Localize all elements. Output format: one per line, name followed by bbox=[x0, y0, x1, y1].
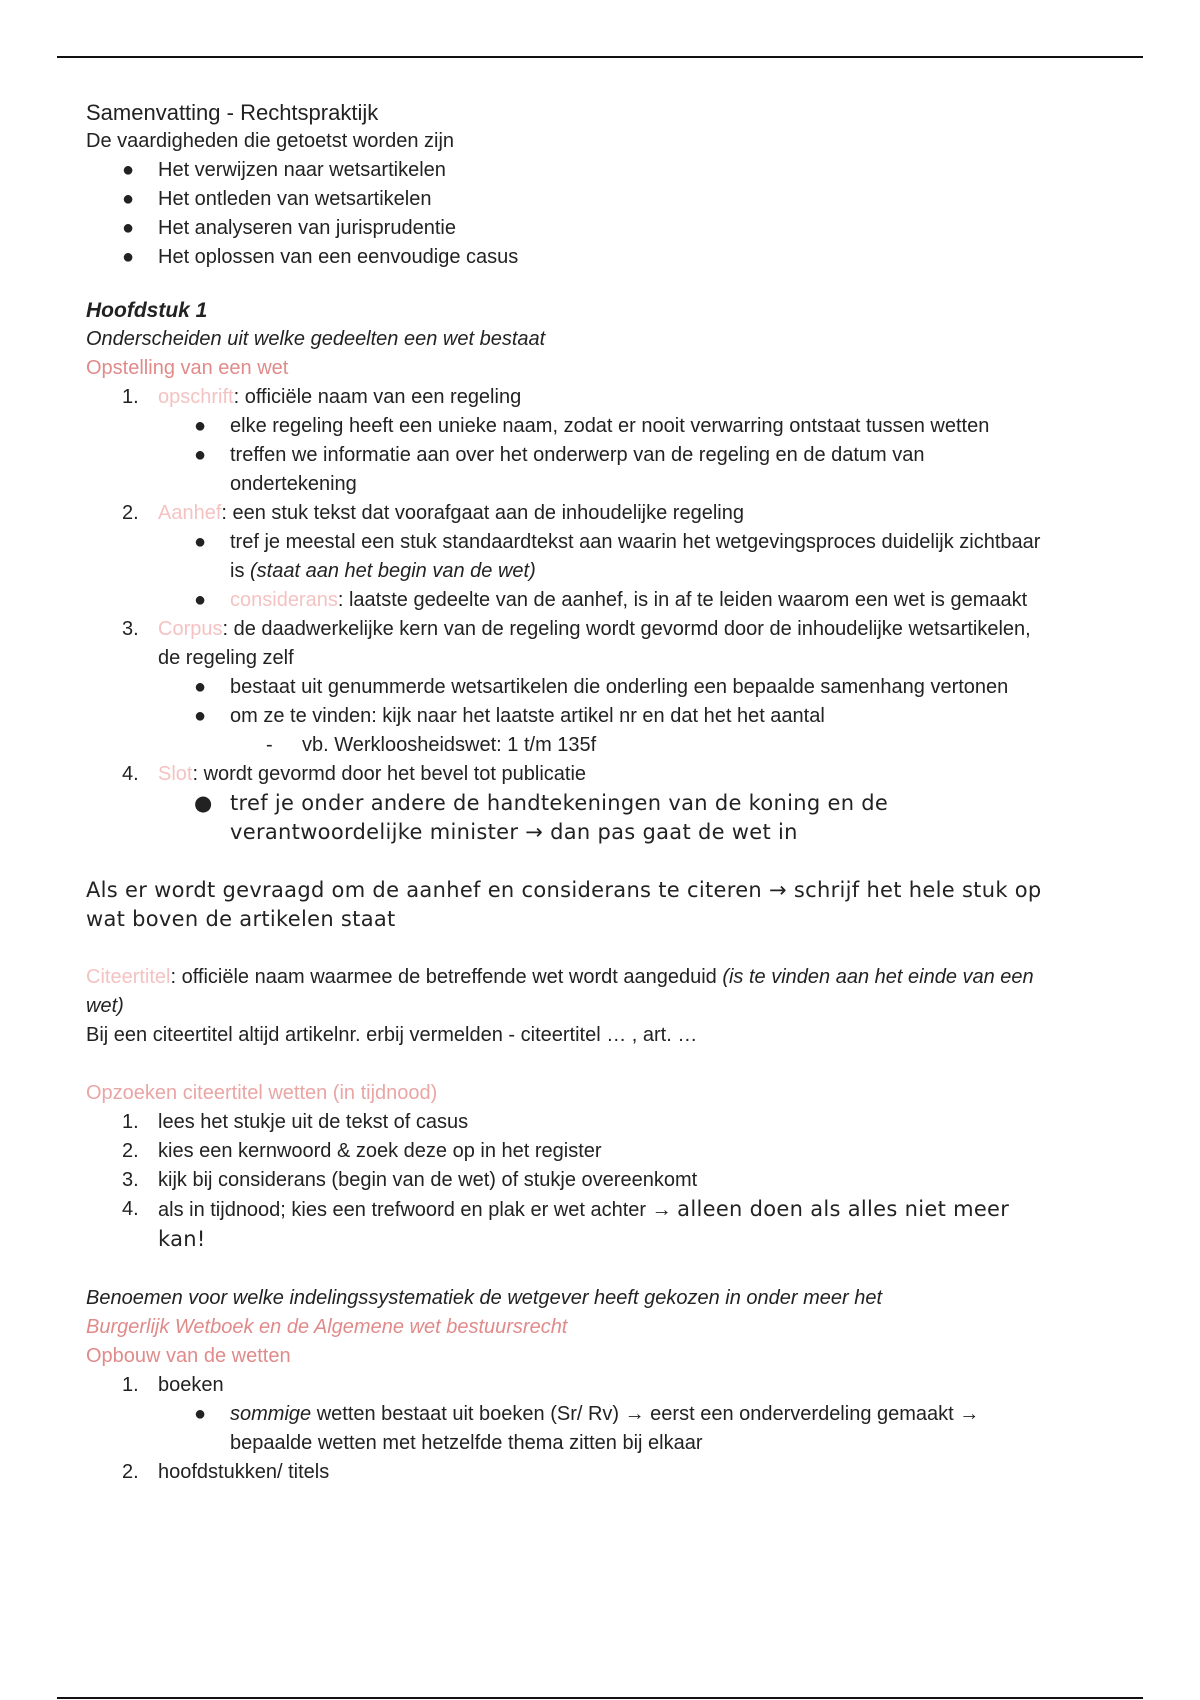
systematics-heading: Benoemen voor welke indelingssystematiek de wetgever heeft gekozen in onder meer het bbox=[86, 1287, 883, 1309]
list-number: 3. bbox=[122, 618, 139, 640]
bullet-text: tref je onder andere de handtekeningen van de koning en de verantwoordelijke minister → dan pas gaat de wet in bbox=[230, 791, 889, 844]
list-item bbox=[86, 1195, 1046, 1255]
list-item bbox=[86, 789, 1046, 847]
list-item bbox=[86, 1458, 1046, 1487]
quote-note: Als er wordt gevraagd om de aanhef en considerans te citeren → schrijf het hele stuk op wat boven de artikelen staat bbox=[86, 878, 1042, 931]
bullet-icon: ● bbox=[122, 188, 135, 210]
step-text: hoofdstukken/ titels bbox=[158, 1461, 330, 1483]
list-number: 1. bbox=[122, 1111, 139, 1133]
bullet-icon: ● bbox=[194, 791, 213, 815]
top-rule bbox=[57, 56, 1143, 58]
bullet-icon: ● bbox=[194, 676, 207, 698]
step-text: lees het stukje uit de tekst of casus bbox=[158, 1111, 469, 1133]
citeertitel-note: Bij een citeertitel altijd artikelnr. erbij vermelden - citeertitel … , art. … bbox=[86, 1024, 698, 1046]
bullet-icon: ● bbox=[194, 444, 207, 466]
list-item bbox=[86, 441, 1046, 499]
bullet-icon: ● bbox=[194, 531, 207, 553]
list-item bbox=[86, 528, 1046, 586]
list-number: 3. bbox=[122, 1169, 139, 1191]
list-number: 2. bbox=[122, 502, 139, 524]
citeertitel-definition bbox=[86, 963, 1046, 1021]
list-item bbox=[86, 185, 1046, 214]
intro-text: De vaardigheden die getoetst worden zijn bbox=[86, 130, 455, 152]
list-number: 1. bbox=[122, 386, 139, 408]
definition-note: (is te vinden aan het einde van een wet) bbox=[86, 966, 1034, 1017]
bullet-text: elke regeling heeft een unieke naam, zodat er nooit verwarring ontstaat tussen wetten bbox=[230, 415, 990, 437]
definition: : een stuk tekst dat voorafgaat aan de inhoudelijke regeling bbox=[221, 502, 744, 524]
step-text: kies een kernwoord & zoek deze op in het register bbox=[158, 1140, 602, 1162]
document-title: Samenvatting - Rechtspraktijk bbox=[86, 100, 379, 125]
bullet-icon: ● bbox=[194, 705, 207, 727]
list-item bbox=[86, 243, 1046, 272]
list-item bbox=[86, 1400, 1046, 1458]
definition: : officiële naam van een regeling bbox=[233, 386, 522, 408]
chapter-heading: Hoofdstuk 1 bbox=[86, 299, 208, 322]
term: Slot bbox=[158, 763, 193, 785]
list-item bbox=[86, 615, 1046, 673]
list-number: 4. bbox=[122, 1198, 139, 1220]
list-item bbox=[86, 1108, 1046, 1137]
list-number: 1. bbox=[122, 1374, 139, 1396]
bullet-icon: ● bbox=[194, 415, 207, 437]
list-item bbox=[86, 731, 1046, 760]
skill-text: Het analyseren van jurisprudentie bbox=[158, 217, 456, 239]
list-item bbox=[86, 673, 1046, 702]
list-item bbox=[86, 214, 1046, 243]
bullet-text: bestaat uit genummerde wetsartikelen die onderling een bepaalde samenhang vertonen bbox=[230, 676, 1009, 698]
dash-marker: - bbox=[266, 734, 273, 756]
list-number: 2. bbox=[122, 1461, 139, 1483]
bullet-emphasis: sommige bbox=[230, 1403, 312, 1425]
bullet-icon: ● bbox=[194, 1403, 207, 1425]
list-item bbox=[86, 586, 1046, 615]
bottom-rule bbox=[57, 1697, 1143, 1699]
step-text: boeken bbox=[158, 1374, 224, 1396]
term: considerans bbox=[230, 589, 338, 611]
list-number: 4. bbox=[122, 763, 139, 785]
definition: : officiële naam waarmee de betreffende wet wordt aangeduid bbox=[170, 966, 723, 988]
bullet-icon: ● bbox=[122, 246, 135, 268]
skill-text: Het oplossen van een eenvoudige casus bbox=[158, 246, 519, 268]
list-item bbox=[86, 412, 1046, 441]
list-item bbox=[86, 1166, 1046, 1195]
term: Corpus bbox=[158, 618, 223, 640]
list-item bbox=[86, 156, 1046, 185]
list-item bbox=[86, 702, 1046, 731]
skill-text: Het verwijzen naar wetsartikelen bbox=[158, 159, 446, 181]
step-note: alleen doen als alles niet meer kan! bbox=[158, 1197, 1010, 1251]
section-title: Opstelling van een wet bbox=[86, 357, 289, 379]
section-title: Opbouw van de wetten bbox=[86, 1345, 291, 1367]
bullet-text: treffen we informatie aan over het onderwerp van de regeling en de datum van ondertekening bbox=[230, 444, 925, 495]
section-title: Opzoeken citeertitel wetten (in tijdnood) bbox=[86, 1082, 438, 1104]
term: opschrift bbox=[158, 386, 234, 408]
list-item bbox=[86, 1137, 1046, 1166]
step-text: kijk bij considerans (begin van de wet) of stukje overeenkomt bbox=[158, 1169, 698, 1191]
bullet-text: om ze te vinden: kijk naar het laatste artikel nr en dat het het aantal bbox=[230, 705, 825, 727]
list-item bbox=[86, 1371, 1046, 1400]
bullet-icon: ● bbox=[194, 589, 207, 611]
list-item bbox=[86, 383, 1046, 412]
bullet-icon: ● bbox=[122, 159, 135, 181]
skill-text: Het ontleden van wetsartikelen bbox=[158, 188, 432, 210]
bullet-text: : laatste gedeelte van de aanhef, is in af te leiden waarom een wet is gemaakt bbox=[337, 589, 1028, 611]
bullet-note: (staat aan het begin van de wet) bbox=[250, 560, 536, 582]
list-number: 2. bbox=[122, 1140, 139, 1162]
bullet-icon: ● bbox=[122, 217, 135, 239]
bullet-text: tref je meestal een stuk standaardtekst aan waarin het wetgevingsproces duidelijk zichtbaar is bbox=[230, 531, 1041, 582]
term: Citeertitel bbox=[86, 966, 171, 988]
systematics-heading-continued: Burgerlijk Wetboek en de Algemene wet bestuursrecht bbox=[86, 1316, 568, 1338]
document-page bbox=[86, 98, 1046, 1487]
definition: : wordt gevormd door het bevel tot publicatie bbox=[192, 763, 587, 785]
list-item bbox=[86, 499, 1046, 528]
list-item bbox=[86, 760, 1046, 789]
step-text: als in tijdnood; kies een trefwoord en plak er wet achter → bbox=[158, 1199, 678, 1221]
sub-bullet-text: vb. Werkloosheidswet: 1 t/m 135f bbox=[302, 734, 597, 756]
chapter-subheading: Onderscheiden uit welke gedeelten een wet bestaat bbox=[86, 328, 546, 350]
bullet-text: wetten bestaat uit boeken (Sr/ Rv) → eerst een onderverdeling gemaakt → bepaalde wetten met hetzelfde thema zitten bij elkaar bbox=[230, 1403, 980, 1454]
definition: : de daadwerkelijke kern van de regeling wordt gevormd door de inhoudelijke wetsartikelen, de regeling zelf bbox=[158, 618, 1031, 669]
term: Aanhef bbox=[158, 502, 222, 524]
